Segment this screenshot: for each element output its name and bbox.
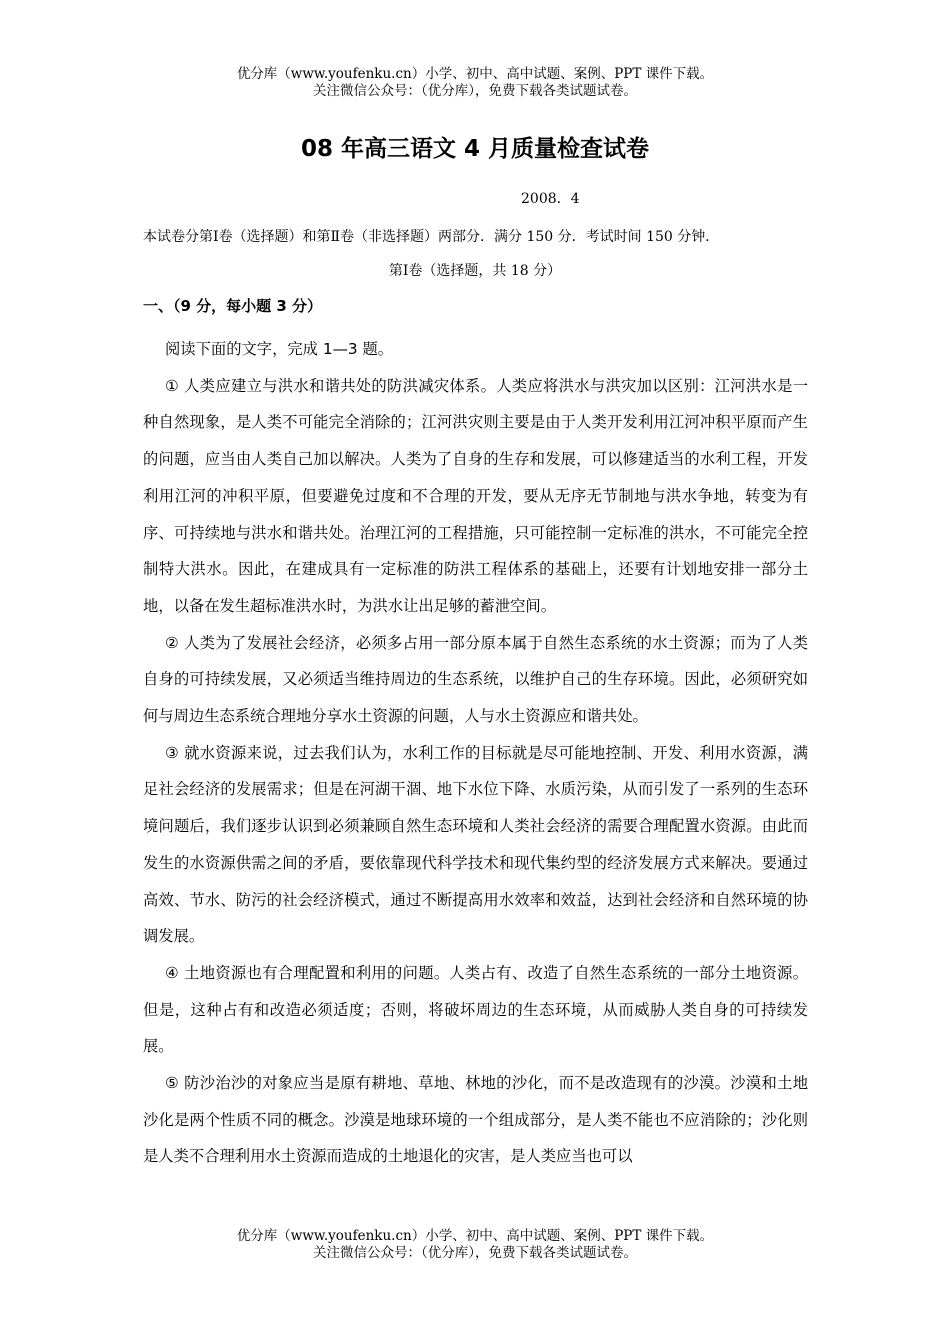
exam-date: 2008．4 xyxy=(521,191,580,207)
paragraph-3: ③ 就水资源来说，过去我们认为，水利工作的目标就是尽可能地控制、开发、利用水资源，满足社会经济的发展需求；但是在河湖干涸、地下水位下降、水质污染，从而引发了一系列的生态环境问题后，我们逐步认识到必须兼顾自然生态环境和人类社会经济的需要合理配置水资源。由此而发生的水资源供需之间的矛盾，要依靠现代科学技术和现代集约型的经济发展方式来解决。要通过高效、节水、防污的社会经济模式，通过不断提高用水效率和效益，达到社会经济和自然环境的协调发展。 xyxy=(143,743,808,946)
footer-line-2: 关注微信公众号：（优分库），免费下载各类试题试卷。 xyxy=(313,1245,637,1261)
section-heading: 一、（9 分，每小题 3 分） xyxy=(143,297,323,315)
paragraph-4: ④ 土地资源也有合理配置和利用的问题。人类占有、改造了自然生态系统的一部分土地资源。但是，这种占有和改造必须适度；否则，将破坏周边的生态环境，从而威胁人类自身的可持续发展。 xyxy=(143,963,808,1056)
reading-instruction: 阅读下面的文字，完成 1—3 题。 xyxy=(165,340,394,358)
exam-intro: 本试卷分第Ⅰ卷（选择题）和第Ⅱ卷（非选择题）两部分．满分 150 分．考试时间 150 分钟． xyxy=(143,229,720,245)
header-line-2: 关注微信公众号：（优分库），免费下载各类试题试卷。 xyxy=(313,83,637,99)
part-heading: 第Ⅰ卷（选择题，共 18 分） xyxy=(388,263,562,279)
reading-passage xyxy=(143,331,808,1221)
page-header xyxy=(0,66,950,100)
paragraph-2: ② 人类为了发展社会经济，必须多占用一部分原本属于自然生态系统的水土资源；而为了人类自身的可持续发展，又必须适当维持周边的生态系统，以维护自己的生存环境。因此，必须研究如何与周边生态系统合理地分享水土资源的问题，人与水土资源应和谐共处。 xyxy=(143,633,808,726)
page-footer xyxy=(0,1228,950,1262)
exam-title: 08 年高三语文 4 月质量检查试卷 xyxy=(300,136,650,162)
header-line-1: 优分库（www.youfenku.cn）小学、初中、高中试题、案例、PPT 课件下载。 xyxy=(236,66,714,82)
footer-line-1: 优分库（www.youfenku.cn）小学、初中、高中试题、案例、PPT 课件下载。 xyxy=(236,1228,714,1244)
paragraph-5: ⑤ 防沙治沙的对象应当是原有耕地、草地、林地的沙化，而不是改造现有的沙漠。沙漠和土地沙化是两个性质不同的概念。沙漠是地球环境的一个组成部分，是人类不能也不应消除的；沙化则是人类不合理利用水土资源而造成的土地退化的灾害，是人类应当也可以 xyxy=(143,1074,808,1166)
paragraph-1: ① 人类应建立与洪水和谐共处的防洪减灾体系。人类应将洪水与洪灾加以区别：江河洪水是一种自然现象，是人类不可能完全消除的；江河洪灾则主要是由于人类开发利用江河冲积平原而产生的问题，应当由人类自己加以解决。人类为了自身的生存和发展，可以修建适当的水利工程，开发利用江河的冲积平原，但要避免过度和不合理的开发，要从无序无节制地与洪水争地，转变为有序、可持续地与洪水和谐共处。治理江河的工程措施，只可能控制一定标准的洪水，不可能完全控制特大洪水。因此，在建成具有一定标准的防洪工程体系的基础上，还要有计划地安排一部分土地，以备在发生超标准洪水时，为洪水让出足够的蓄泄空间。 xyxy=(143,376,808,615)
